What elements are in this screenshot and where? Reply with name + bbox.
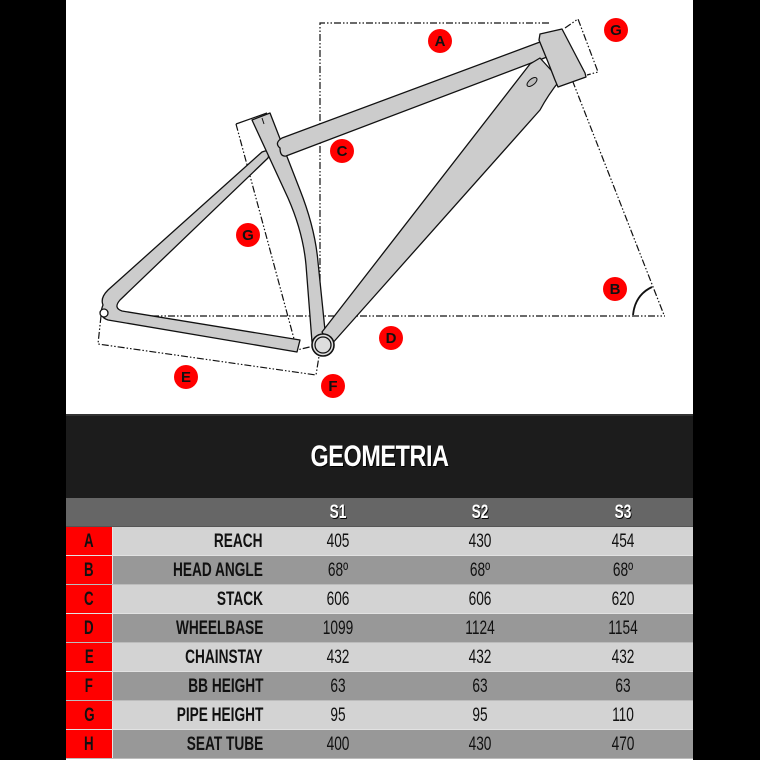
- row-letter: B: [66, 556, 113, 584]
- head-angle-arc: [633, 287, 652, 315]
- table-row-pipe-height: [66, 701, 693, 730]
- marker-f: [321, 374, 345, 398]
- row-label: WHEELBASE: [175, 618, 263, 639]
- value-s2: 430: [468, 734, 492, 755]
- table-row-chainstay: [66, 643, 693, 672]
- value-s2: 430: [468, 531, 492, 552]
- table-row-head-angle: [66, 556, 693, 585]
- frame-diagram: [66, 0, 693, 414]
- value-s1: 432: [326, 647, 350, 668]
- value-s3: 470: [611, 734, 635, 755]
- table-row-bb-height: [66, 672, 693, 701]
- marker-a: [428, 29, 452, 53]
- value-s3: 63: [615, 676, 631, 697]
- marker-c: [330, 139, 354, 163]
- value-s1: 1099: [322, 618, 354, 639]
- table-row-seat-tube: [66, 730, 693, 759]
- value-s3: 1154: [608, 618, 638, 639]
- rear-dropout: [100, 309, 108, 317]
- row-label: CHAINSTAY: [185, 647, 263, 668]
- value-s1: 63: [330, 676, 346, 697]
- table-row-wheelbase: [66, 614, 693, 643]
- size-header-s3: S3: [614, 502, 632, 523]
- value-s3: 432: [611, 647, 635, 668]
- row-letter: E: [66, 643, 113, 671]
- row-letter: C: [66, 585, 113, 613]
- row-letter: A: [66, 527, 113, 555]
- svg-text:C: C: [336, 143, 348, 160]
- marker-e: [174, 365, 198, 389]
- marker-d: [379, 326, 403, 350]
- value-s3: 620: [611, 589, 635, 610]
- svg-text:D: D: [385, 330, 397, 347]
- row-label: STACK: [216, 589, 263, 610]
- value-s2: 1124: [465, 618, 495, 639]
- svg-text:E: E: [180, 369, 192, 386]
- row-label: PIPE HEIGHT: [176, 705, 263, 726]
- value-s1: 400: [326, 734, 350, 755]
- value-s3: 110: [612, 705, 634, 726]
- down-tube: [322, 58, 560, 346]
- value-s2: 606: [468, 589, 492, 610]
- value-s1: 68º: [327, 560, 349, 581]
- table-row-stack: [66, 585, 693, 614]
- row-letter: D: [66, 614, 113, 642]
- svg-text:A: A: [434, 33, 446, 50]
- size-header-s1: S1: [329, 502, 347, 523]
- table-title-bar: [66, 414, 693, 498]
- svg-text:G: G: [610, 22, 622, 39]
- marker-g-head: [604, 18, 628, 42]
- value-s1: 95: [330, 705, 346, 726]
- marker-g-seat: [236, 223, 260, 247]
- row-label: HEAD ANGLE: [173, 560, 263, 581]
- geometry-table: [66, 527, 693, 759]
- row-letter: H: [66, 730, 113, 758]
- svg-text:F: F: [328, 378, 338, 395]
- table-title: GEOMETRIA: [310, 440, 449, 473]
- value-s2: 63: [472, 676, 488, 697]
- svg-text:G: G: [242, 227, 254, 244]
- value-s2: 68º: [469, 560, 491, 581]
- table-row-reach: [66, 527, 693, 556]
- row-label: BB HEIGHT: [187, 676, 263, 697]
- geometry-panel: [66, 0, 693, 760]
- value-s3: 454: [611, 531, 635, 552]
- row-letter: F: [66, 672, 113, 700]
- row-letter: G: [66, 701, 113, 729]
- size-header-s2: S2: [471, 502, 489, 523]
- svg-text:B: B: [609, 281, 621, 298]
- marker-b: [603, 277, 627, 301]
- value-s1: 405: [326, 531, 350, 552]
- row-label: REACH: [214, 531, 263, 552]
- row-label: SEAT TUBE: [186, 734, 263, 755]
- value-s1: 606: [326, 589, 350, 610]
- value-s2: 432: [468, 647, 492, 668]
- size-header-row: [66, 498, 693, 527]
- value-s3: 68º: [612, 560, 634, 581]
- value-s2: 95: [472, 705, 488, 726]
